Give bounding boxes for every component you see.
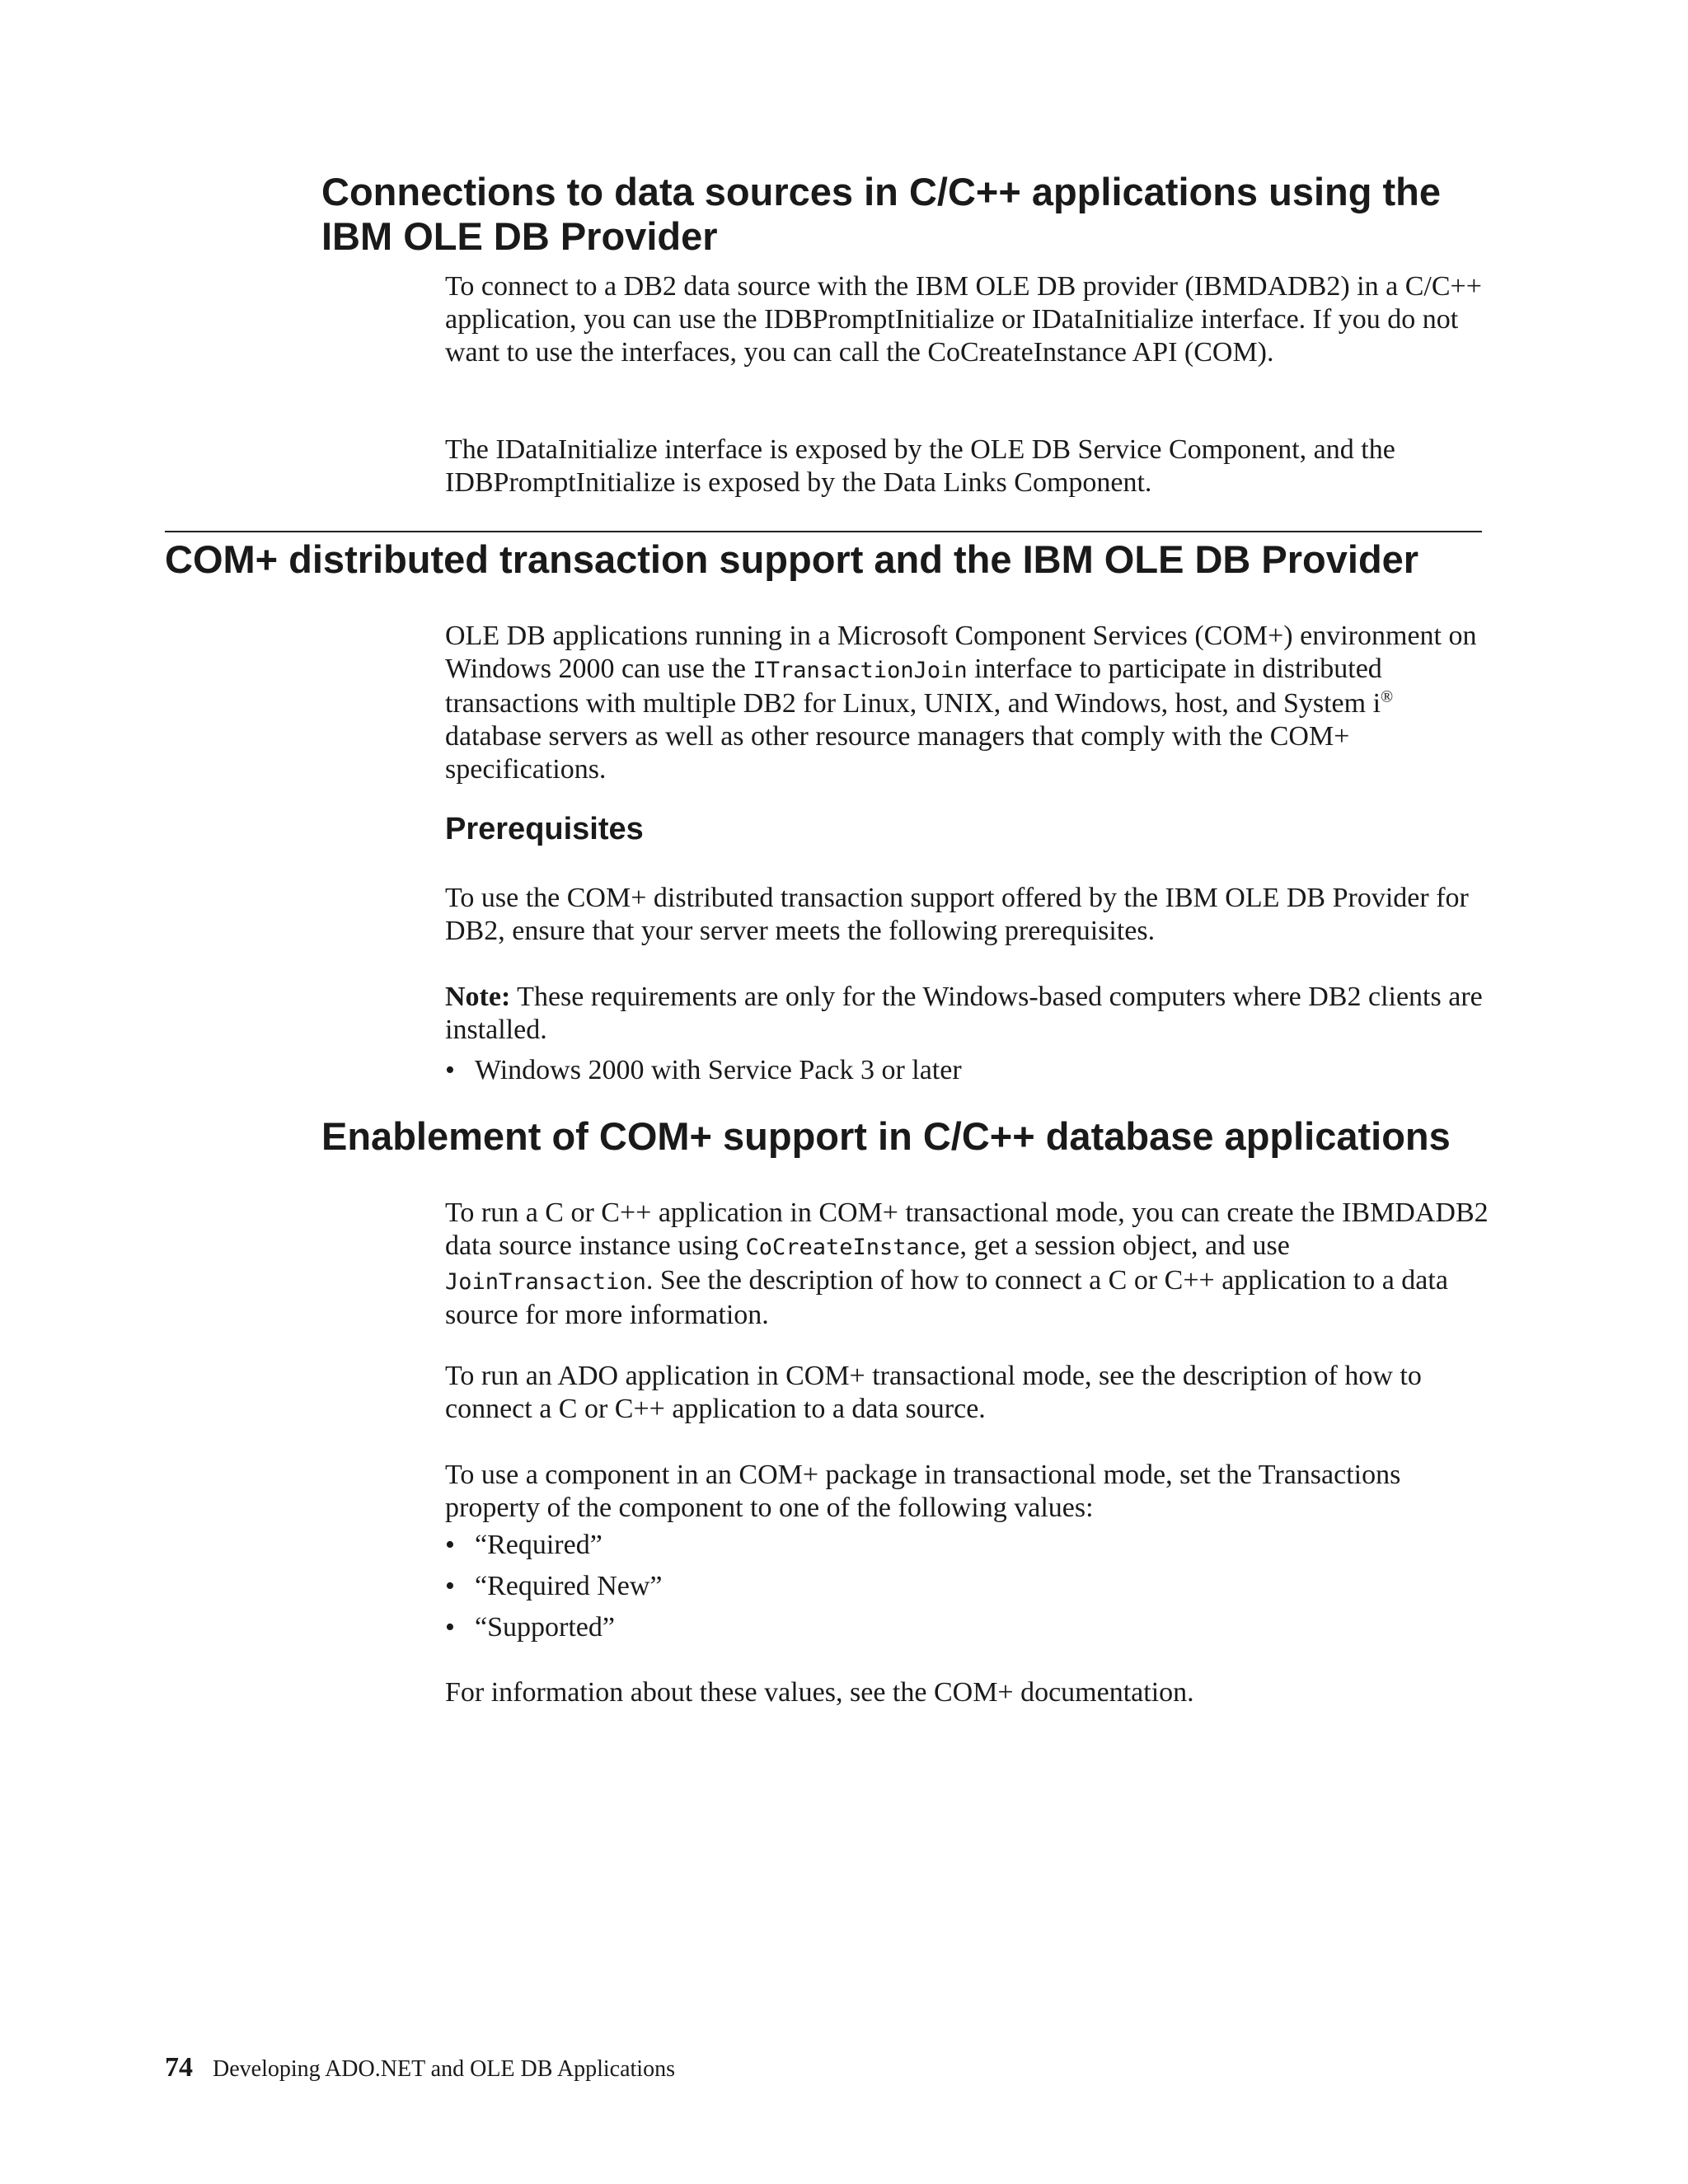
note-paragraph	[445, 981, 1492, 1047]
list-item-text: “Supported”	[475, 1612, 615, 1643]
registered-mark: ®	[1381, 687, 1394, 706]
text-run: database servers as well as other resource managers that comply with the COM+ specifications.	[445, 721, 1350, 785]
list-item-text: “Required”	[475, 1530, 603, 1560]
text-run: . See the description of how to connect a C or C++ application to a data source for more information.	[445, 1265, 1448, 1330]
text-run: OLE DB applications running in a Microsoft Component Services (COM+) environment on Windows 2000 can use the	[445, 621, 1477, 684]
transactions-values-list	[445, 1525, 1492, 1648]
prerequisites-list	[445, 1050, 1492, 1091]
paragraph: To run an ADO application in COM+ transactional mode, see the description of how to connect a C or C++ application to a data source.	[445, 1361, 1422, 1424]
bullet-icon: •	[445, 1530, 455, 1560]
paragraph: The IDataInitialize interface is exposed by the OLE DB Service Component, and the IDBPromptInitialize is exposed by the Data Links Component.	[445, 434, 1395, 498]
code-term: JoinTransaction	[445, 1269, 646, 1295]
paragraph: For information about these values, see the COM+ documentation.	[445, 1677, 1194, 1708]
text-run: interface to participate in distributed transactions with multiple DB2 for Linux, UNIX, and Windows, host, and System i	[445, 654, 1382, 719]
note-text: These requirements are only for the Windows-based computers where DB2 clients are installed.	[445, 982, 1483, 1045]
list-item-text: “Required New”	[475, 1571, 663, 1601]
list-item	[445, 1566, 1492, 1607]
section-heading-com-distributed: COM+ distributed transaction support and the IBM OLE DB Provider	[165, 537, 1419, 581]
code-term: ITransactionJoin	[753, 658, 968, 683]
list-item	[445, 1050, 1492, 1091]
heading-line-2: IBM OLE DB Provider	[321, 214, 718, 258]
paragraph: To use the COM+ distributed transaction support offered by the IBM OLE DB Provider for DB2, ensure that your server meets the following prerequisites.	[445, 883, 1469, 946]
bullet-icon: •	[445, 1571, 455, 1601]
page-footer	[165, 2052, 1154, 2083]
paragraph: To use a component in an COM+ package in transactional mode, set the Transactions property of the component to one of the following values:	[445, 1460, 1401, 1523]
section-heading-enablement: Enablement of COM+ support in C/C++ database applications	[321, 1114, 1451, 1158]
heading-line-1: Connections to data sources in C/C++ applications using the	[321, 170, 1441, 213]
list-item	[445, 1525, 1492, 1566]
text-run: To run a C or C++ application in COM+ transactional mode, you can create the IBMDADB2 data source instance using	[445, 1197, 1489, 1261]
paragraph	[445, 1197, 1492, 1332]
paragraph: To connect to a DB2 data source with the IBM OLE DB provider (IBMDADB2) in a C/C++ application, you can use the IDBPromptInitialize or IDataInitialize interface. If you do not want to use the interfaces, you can call the CoCreateInstance API (COM).	[445, 271, 1482, 368]
book-title: Developing ADO.NET and OLE DB Applications	[213, 2056, 675, 2082]
page-number: 74	[165, 2052, 193, 2083]
subheading-prerequisites: Prerequisites	[445, 812, 644, 846]
section-heading-connections	[321, 170, 1492, 259]
code-term: CoCreateInstance	[745, 1235, 960, 1260]
list-item-text: Windows 2000 with Service Pack 3 or later	[475, 1055, 962, 1085]
bullet-icon: •	[445, 1612, 455, 1643]
bullet-icon: •	[445, 1055, 455, 1085]
text-run: , get a session object, and use	[959, 1230, 1290, 1261]
paragraph	[445, 620, 1492, 786]
list-item	[445, 1607, 1492, 1648]
section-divider	[165, 531, 1482, 532]
note-label: Note:	[445, 982, 511, 1012]
